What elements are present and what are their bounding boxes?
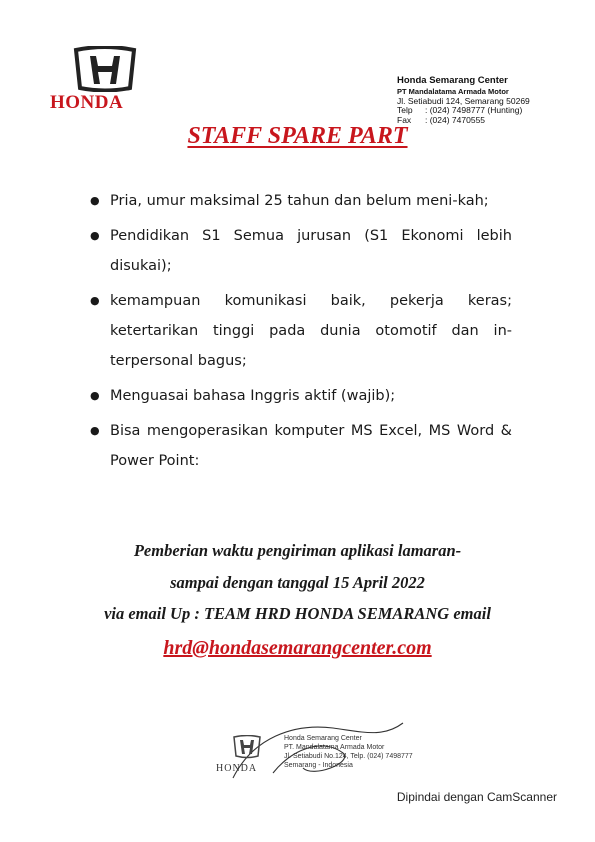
stamp-line-3: Jl. Setiabudi No.124, Telp. (024) 7498777 [284, 753, 413, 760]
requirement-text: Menguasai bahasa Inggris aktif (wajib); [110, 388, 396, 404]
requirement-text: Pria, umur maksimal 25 tahun dan belum meni-kah; [110, 193, 489, 209]
bullet-icon: ● [90, 229, 100, 242]
stamp-brand: HONDA [216, 763, 258, 774]
requirement-text: Pendidikan S1 Semua jurusan (S1 Ekonomi lebih disukai); [110, 228, 512, 274]
phone-value: : (024) 7498777 (Hunting) [425, 105, 523, 115]
honda-logo [58, 46, 158, 92]
requirement-text: Bisa mengoperasikan komputer MS Excel, MS Word & Power Point: [110, 423, 512, 469]
requirements-list [86, 186, 512, 481]
page-title: STAFF SPARE PART [187, 123, 408, 149]
bullet-icon: ● [90, 294, 100, 307]
scanner-watermark: Dipindai dengan CamScanner [396, 790, 557, 804]
honda-wing-icon [72, 46, 138, 92]
bullet-icon: ● [90, 194, 100, 207]
deadline-note [0, 535, 595, 599]
list-item [86, 381, 512, 411]
stamp-line-2: PT. Mandalatama Armada Motor [284, 744, 385, 751]
email-link[interactable]: hrd@hondasemarangcenter.com [163, 637, 432, 659]
deadline-line-2: sampai dengan tanggal 15 April 2022 [170, 573, 425, 592]
fax-value: : (024) 7470555 [425, 114, 486, 125]
company-address: Jl. Setiabudi 124, Semarang 50269 [397, 95, 530, 106]
bullet-icon: ● [90, 389, 100, 402]
company-name: Honda Semarang Center [397, 75, 508, 86]
requirement-text: kemampuan komunikasi baik, pekerja keras; ketertarikan tinggi pada dunia otomotif dan in-terpersonal bagus; [110, 293, 512, 369]
bullet-icon: ● [90, 424, 100, 437]
list-item [86, 286, 512, 376]
list-item [86, 186, 512, 216]
stamp-line-1: Honda Semarang Center [284, 735, 362, 742]
list-item [86, 221, 512, 281]
deadline-line-1: Pemberian waktu pengiriman aplikasi lamaran- [133, 541, 462, 560]
brand-name: HONDA [50, 92, 124, 113]
stamp-logo-icon [232, 735, 262, 759]
via-line: via email Up : TEAM HRD HONDA SEMARANG email [104, 604, 491, 623]
company-info [397, 75, 530, 125]
phone-label: Telp [397, 105, 413, 115]
company-legal-name: PT Mandalatama Armada Motor [397, 87, 509, 96]
company-stamp [284, 734, 413, 770]
list-item [86, 416, 512, 476]
fax-label: Fax [397, 114, 412, 125]
stamp-line-4: Semarang - Indonesia [284, 762, 353, 769]
